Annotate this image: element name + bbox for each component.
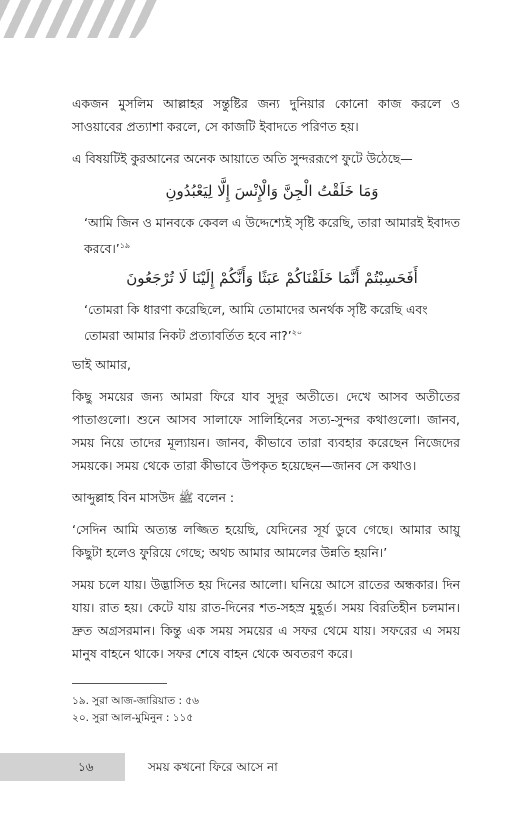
verse-translation-2-text: ‘তোমরা কি ধারণা করেছিলে, আমি তোমাদের অনর্থক সৃষ্টি করেছি এবং তোমরা আমার নিকট প্রত্যাবর্তিত হবে না?’ — [84, 302, 428, 344]
page-body — [72, 92, 460, 674]
address-line: ভাই আমার, — [72, 357, 131, 373]
footnote-19: ১৯. সুরা আজ-জারিয়াত : ৫৬ — [72, 695, 200, 707]
paragraph-4: আব্দুল্লাহ বিন মাসউদ ﷺ বলেন : — [72, 490, 235, 506]
paragraph-5: সময় চলে যায়। উদ্ভাসিত হয় দিনের আলো। ঘনিয়ে আসে রাতের অন্ধকার। দিন যায়। রাত হয়। কেটে যায় রাত-দিনের শত-সহস্র মুহূর্ত। সময় বিরতিহীন চলমান। দ্রুত অগ্রসরমান। কিন্তু এক সময় সময়ের এ সফর থেমে যায়। সফরের এ সময় মানুষ বাহনে থাকে। সফর শেষে বাহন থেকে অবতরণ করে। — [72, 577, 460, 662]
footnote-ref-19[interactable]: ১৯ — [119, 241, 131, 250]
verse-translation-2 — [84, 298, 460, 347]
paragraph-1: একজন মুসলিম আল্লাহর সন্তুষ্টির জন্য দুনিয়ার কোনো কাজ করলে ও সাওয়াবের প্রত্যাশা করলে, সে কাজটি ইবাদতে পরিণত হয়। — [72, 96, 460, 134]
page-number: ১৬ — [78, 760, 94, 774]
footnote-ref-20[interactable]: ২০ — [291, 328, 303, 338]
footnotes — [72, 693, 199, 727]
verse-translation-1 — [84, 211, 460, 260]
header-stripe-decoration — [0, 0, 165, 38]
arabic-verse-2: أَفَحَسِبْتُمْ أَنَّمَا خَلَقْنَاكُمْ عَبَثًا وَأَنَّكُمْ إِلَيْنَا لَا تُرْجَعُونَ — [126, 269, 418, 288]
running-title: সময় কখনো ফিরে আসে না — [148, 760, 278, 774]
paragraph-3: কিছু সময়ের জন্য আমরা ফিরে যাব সুদূর অতীতে। দেখে আসব অতীতের পাতাগুলো। শুনে আসব সালাফে সালিহিনের সত্য-সুন্দর কথাগুলো। জানব, সময় নিয়ে তাদের মূল্যায়ন। জানব, কীভাবে তারা ব্যবহার করেছেন নিজেদের সময়কে। সময় থেকে তারা কীভাবে উপকৃত হয়েছেন—জানব সে কথাও। — [72, 389, 460, 474]
footer-bar — [0, 753, 125, 781]
verse-translation-1-text: ‘আমি জিন ও মানবকে কেবল এ উদ্দেশ্যেই সৃষ্টি করেছি, তারা আমারই ইবাদত করবে।’ — [84, 215, 460, 257]
quote-ibn-masud: ‘সেদিন আমি অত্যন্ত লজ্জিত হয়েছি, যেদিনের সূর্য ডুবে গেছে। আমার আয়ু কিছুটা হলেও ফুরিয়ে গেছে; অথচ আমার আমলের উন্নতি হয়নি।’ — [72, 522, 460, 561]
paragraph-2: এ বিষয়টিই কুরআনের অনেক আয়াতে অতি সুন্দররূপে ফুটে উঠেছে— — [72, 151, 413, 166]
footnote-20: ২০. সুরা আল-মুমিনুন : ১১৫ — [72, 712, 194, 724]
footnote-divider — [72, 683, 167, 684]
arabic-verse-1: وَمَا خَلَقْتُ الْجِنَّ وَالْإِنْسَ إِلَّا لِيَعْبُدُونِ — [165, 182, 379, 200]
